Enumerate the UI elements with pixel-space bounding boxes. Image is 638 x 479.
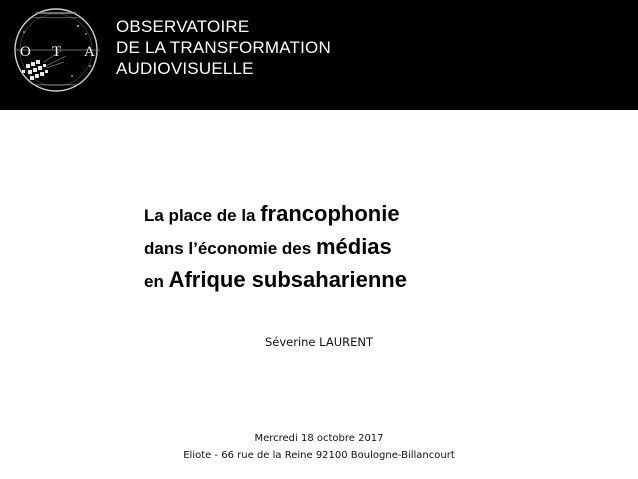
presentation-title bbox=[144, 197, 407, 296]
title-text: La place de la bbox=[144, 206, 261, 225]
logo-letter-a: A bbox=[84, 44, 95, 60]
org-name-line: AUDIOVISUELLE bbox=[116, 59, 254, 78]
organization-name bbox=[116, 16, 331, 79]
title-text: en bbox=[144, 272, 169, 291]
logo-letter-t: T bbox=[52, 44, 62, 60]
title-text-emphasis: francophonie bbox=[260, 201, 400, 226]
title-line-3 bbox=[144, 263, 407, 296]
ota-logo bbox=[6, 4, 108, 96]
event-address: Eliote - 66 rue de la Reine 92100 Boulogne-Billancourt bbox=[183, 450, 455, 461]
header-banner bbox=[0, 0, 638, 110]
org-name-line: OBSERVATOIRE bbox=[116, 17, 250, 36]
logo-letter-o: O bbox=[20, 44, 31, 60]
author-name: Séverine LAURENT bbox=[264, 335, 374, 349]
title-text: dans l’économie des bbox=[144, 239, 316, 258]
event-date: Mercredi 18 octobre 2017 bbox=[254, 433, 384, 444]
org-name-line: DE LA TRANSFORMATION bbox=[116, 38, 331, 57]
title-text-emphasis: Afrique subsaharienne bbox=[168, 267, 407, 292]
title-line-2 bbox=[144, 230, 407, 263]
title-line-1 bbox=[144, 197, 407, 230]
title-text-emphasis: médias bbox=[315, 234, 392, 259]
